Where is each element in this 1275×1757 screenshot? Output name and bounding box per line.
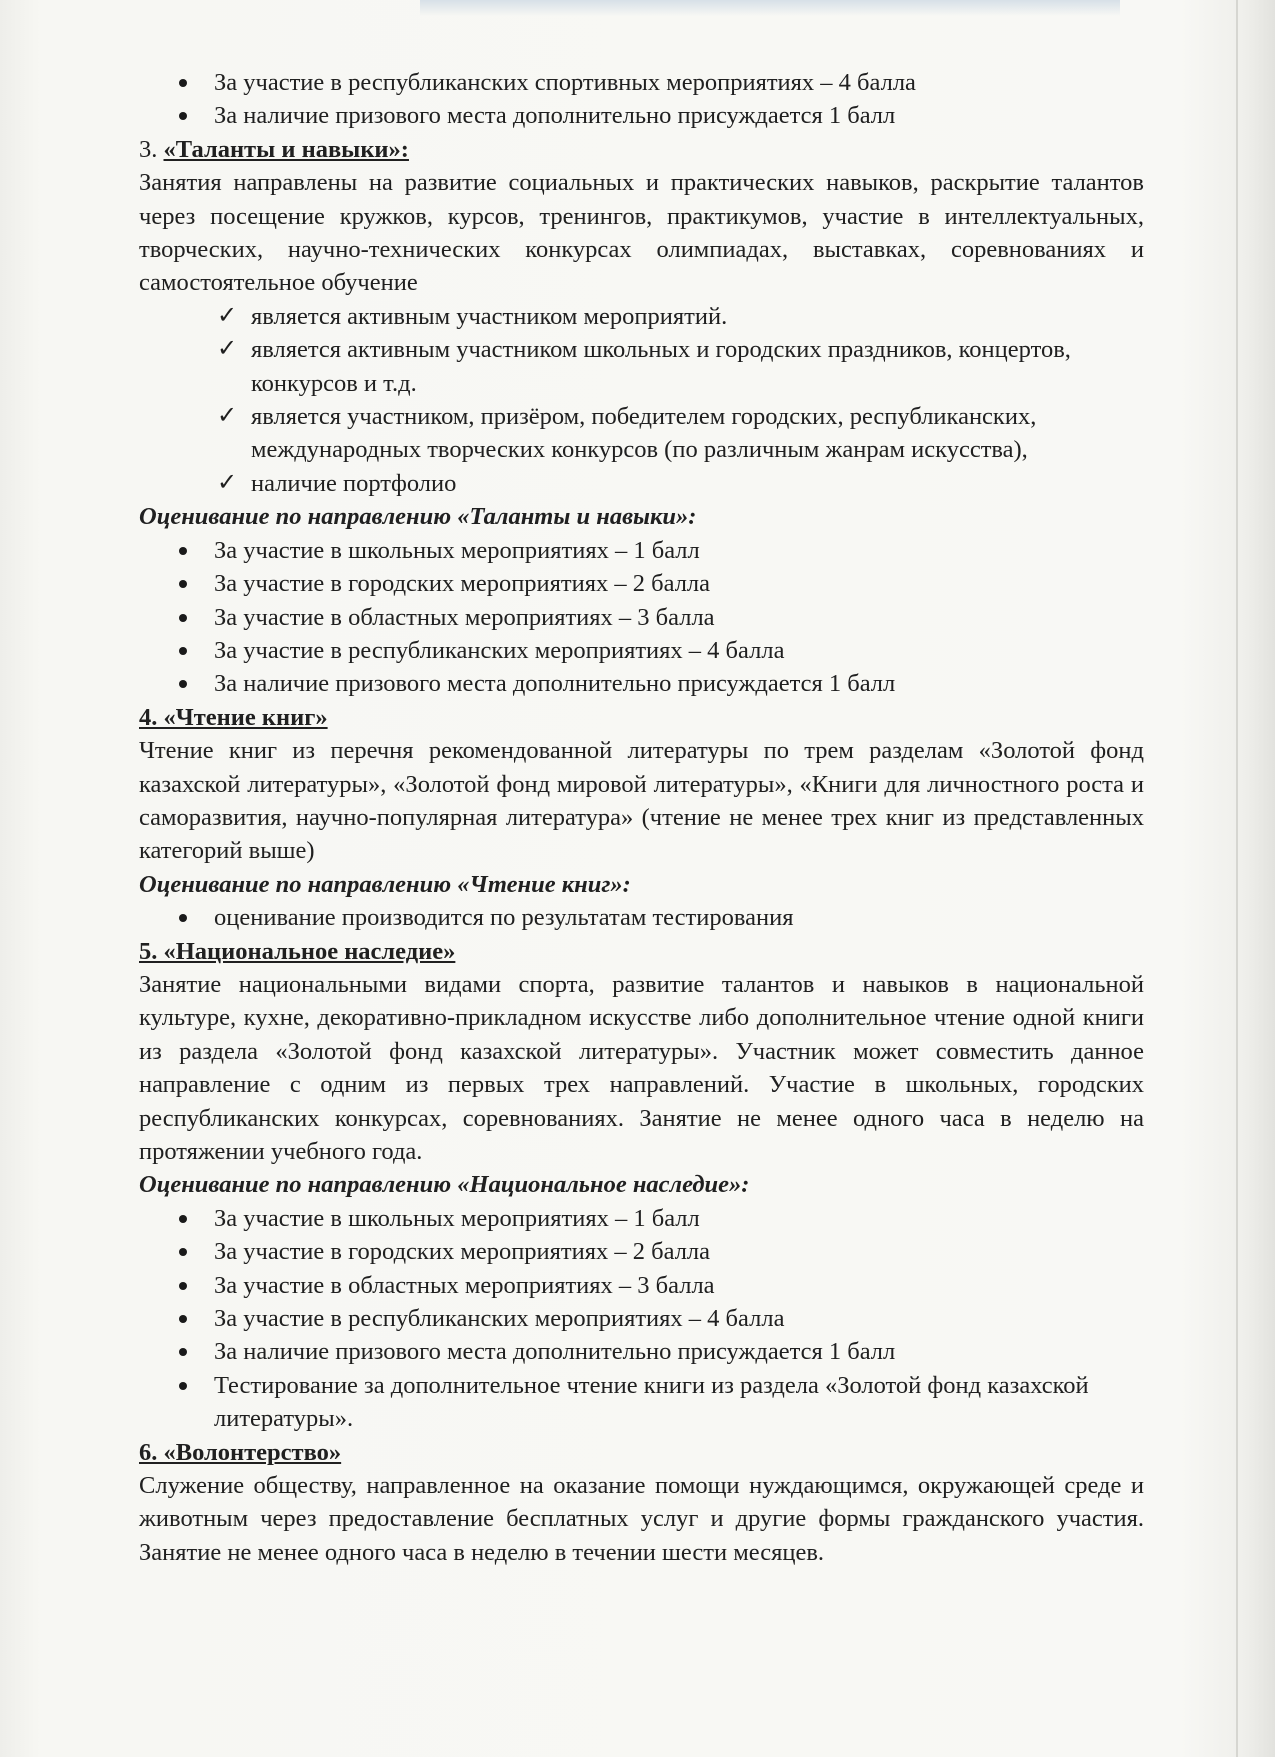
check-item: ✓ является активным участником мероприятий.: [139, 300, 1144, 333]
bullet-icon: [179, 580, 187, 588]
section-5-evaluation-title: Оценивание по направлению «Национальное наследие»:: [139, 1171, 750, 1199]
list-item: За участие в школьных мероприятиях – 1 балл: [139, 1202, 1144, 1235]
bullet-icon: [179, 647, 187, 655]
bullet-icon: [179, 680, 187, 688]
bullet-icon: [179, 79, 187, 87]
section-3-evaluation-title: Оценивание по направлению «Таланты и навыки»:: [139, 503, 697, 531]
list-item: За участие в школьных мероприятиях – 1 балл: [139, 534, 1144, 567]
list-item: За участие в республиканских мероприятиях – 4 балла: [139, 634, 1144, 667]
section-6-heading: 6. «Волонтерство»: [139, 1438, 342, 1466]
bullet-icon: [179, 914, 187, 922]
check-item: ✓ является участником, призёром, победителем городских, республиканских, международных творческих конкурсов (по различным жанрам искусства),: [139, 400, 1144, 467]
section-4-description: Чтение книг из перечня рекомендованной литературы по трем разделам «Золотой фонд казахской литературы», «Золотой фонд мировой литературы», «Книги для личностного роста и саморазвития, научно-популярная литература» (чтение не менее трех книг из представленных категорий выше): [139, 737, 1144, 865]
scan-smudge: [420, 0, 1120, 16]
section-4-heading: 4. «Чтение книг»: [139, 703, 328, 731]
list-item: оценивание производится по результатам тестирования: [139, 901, 1144, 934]
list-item: За участие в областных мероприятиях – 3 балла: [139, 601, 1144, 634]
section-5-description: Занятие национальными видами спорта, развитие талантов и навыков в национальной культуре, кухне, декоративно-прикладном искусстве либо дополнительное чтение одной книги из раздела «Золотой фонд казахской литературы». Участник может совместить данное направление с одним из первых трех направлений. Участие в школьных, городских республиканских конкурсах, соревнованиях. Занятие не менее одного часа в неделю на протяжении учебного года.: [139, 970, 1144, 1165]
checkmark-icon: ✓: [217, 302, 238, 329]
page-edge-line: [1236, 0, 1238, 1757]
list-item: Тестирование за дополнительное чтение книги из раздела «Золотой фонд казахской литературы».: [139, 1369, 1144, 1436]
check-item: ✓ наличие портфолио: [139, 467, 1144, 500]
bullet-icon: [179, 614, 187, 622]
section-3-bullets: [139, 534, 1144, 701]
document-body: [139, 66, 1144, 1569]
bullet-icon: [179, 1215, 187, 1223]
section-3-checklist: [139, 300, 1144, 500]
section-3-heading: 3. «Таланты и навыки»:: [139, 135, 409, 163]
section-4-bullets: [139, 901, 1144, 934]
bullet-icon: [179, 1382, 187, 1390]
bullet-icon: [179, 547, 187, 555]
list-item: За участие в областных мероприятиях – 3 балла: [139, 1269, 1144, 1302]
section-3-description: Занятия направлены на развитие социальных и практических навыков, раскрытие талантов через посещение кружков, курсов, тренингов, практикумов, участие в интеллектуальных, творческих, научно-технических конкурсах олимпиадах, выставках, соревнованиях и самостоятельное обучение: [139, 169, 1144, 297]
section-6-description: Служение обществу, направленное на оказание помощи нуждающимся, окружающей среде и животным через предоставление бесплатных услуг и другие формы гражданского участия. Занятие не менее одного часа в неделю в течении шести месяцев.: [139, 1472, 1144, 1566]
bullet-icon: [179, 112, 187, 120]
list-item: За участие в республиканских мероприятиях – 4 балла: [139, 1302, 1144, 1335]
list-item: За участие в городских мероприятиях – 2 балла: [139, 567, 1144, 600]
bullet-icon: [179, 1248, 187, 1256]
list-item: За участие в республиканских спортивных мероприятиях – 4 балла: [139, 66, 1144, 99]
section-5-bullets: [139, 1202, 1144, 1436]
checkmark-icon: ✓: [217, 336, 238, 363]
checkmark-icon: ✓: [217, 469, 238, 496]
section-5-heading: 5. «Национальное наследие»: [139, 937, 456, 965]
list-item: За наличие призового места дополнительно присуждается 1 балл: [139, 1335, 1144, 1368]
list-item: За наличие призового места дополнительно присуждается 1 балл: [139, 667, 1144, 700]
check-item: ✓ является активным участником школьных и городских праздников, концертов, конкурсов и т.д.: [139, 333, 1144, 400]
bullet-icon: [179, 1348, 187, 1356]
list-item: За участие в городских мероприятиях – 2 балла: [139, 1235, 1144, 1268]
bullet-icon: [179, 1315, 187, 1323]
bullet-icon: [179, 1282, 187, 1290]
checkmark-icon: ✓: [217, 403, 238, 430]
list-item: За наличие призового места дополнительно присуждается 1 балл: [139, 99, 1144, 132]
section-4-evaluation-title: Оценивание по направлению «Чтение книг»:: [139, 870, 631, 898]
section-2-bullets: [139, 66, 1144, 133]
